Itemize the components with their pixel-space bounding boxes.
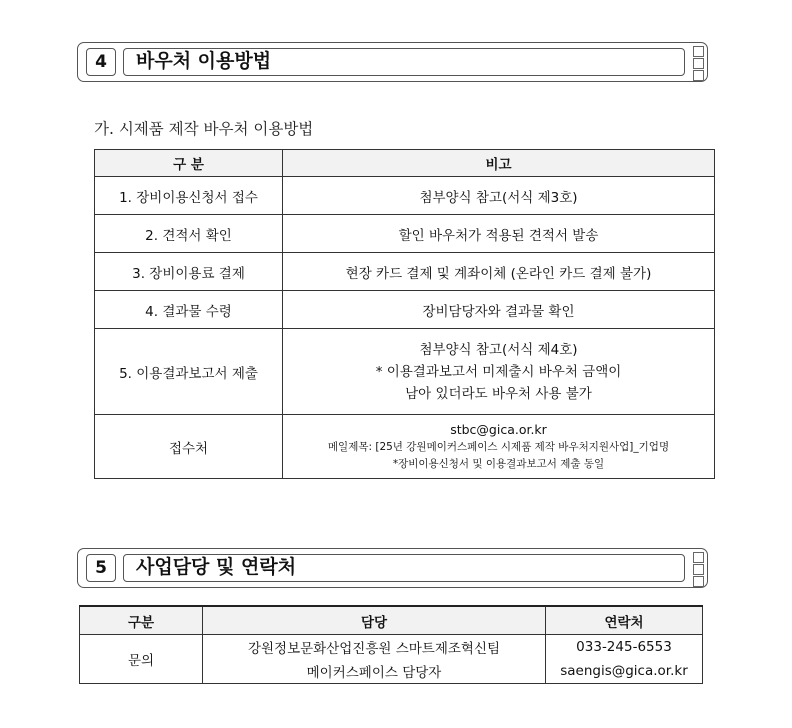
contact-email: stbc@gica.or.kr: [450, 421, 547, 437]
table-row: [95, 329, 715, 415]
table-row: [95, 177, 715, 215]
table-row: [95, 291, 715, 329]
contact-info: [283, 415, 715, 479]
section-4-number: 4: [86, 48, 116, 76]
section-5-decoration: [693, 552, 704, 588]
section-5-number: 5: [86, 554, 116, 582]
header-category: 구 분: [95, 150, 283, 177]
section-5-title: 사업담당 및 연락처: [123, 554, 685, 582]
table-row: [95, 415, 715, 479]
step-note: 할인 바우처가 적용된 견적서 발송: [283, 215, 715, 253]
voucher-usage-table: [94, 149, 715, 479]
contact-email: saengis@gica.or.kr: [546, 659, 703, 684]
section-5-header: [77, 548, 708, 588]
step-note: 첨부양식 참고(서식 제3호): [283, 177, 715, 215]
step-note: 장비담당자와 결과물 확인: [283, 291, 715, 329]
step-label: 1. 장비이용신청서 접수: [95, 177, 283, 215]
header-manager: 담당: [203, 606, 546, 635]
header-note: 비고: [283, 150, 715, 177]
section-4-title: 바우처 이용방법: [123, 48, 685, 76]
contact-phone: 033-245-6553: [546, 635, 703, 660]
header-category: 구분: [80, 606, 203, 635]
section-4-header: [77, 42, 708, 82]
note-line: 남아 있더라도 바우처 사용 불가: [405, 385, 592, 402]
inquiry-label: 문의: [80, 635, 203, 684]
contact-label: 접수처: [95, 415, 283, 479]
step-note: [283, 329, 715, 415]
table-row: [80, 635, 703, 660]
note-line: * 이용결과보고서 미제출시 바우처 금액이: [375, 363, 622, 380]
step-label: 5. 이용결과보고서 제출: [95, 329, 283, 415]
step-note: 현장 카드 결제 및 계좌이체 (온라인 카드 결제 불가): [283, 253, 715, 291]
manager-line-1: 강원정보문화산업진흥원 스마트제조혁신팀: [203, 635, 546, 660]
header-contact: 연락처: [546, 606, 703, 635]
step-label: 4. 결과물 수령: [95, 291, 283, 329]
section-4-decoration: [693, 46, 704, 82]
note-line: 첨부양식 참고(서식 제4호): [419, 341, 578, 358]
mail-remark: *장비이용신청서 및 이용결과보고서 제출 동일: [392, 457, 605, 470]
table-row: [95, 253, 715, 291]
mail-subject: 메일제목: [25년 강원메이커스페이스 시제품 제작 바우처지원사업]_기업명: [327, 440, 670, 453]
contact-table: [79, 605, 703, 684]
subheading: 가. 시제품 제작 바우처 이용방법: [94, 120, 314, 138]
table-row: [95, 215, 715, 253]
manager-line-2: 메이커스페이스 담당자: [203, 659, 546, 684]
step-label: 2. 견적서 확인: [95, 215, 283, 253]
step-label: 3. 장비이용료 결제: [95, 253, 283, 291]
